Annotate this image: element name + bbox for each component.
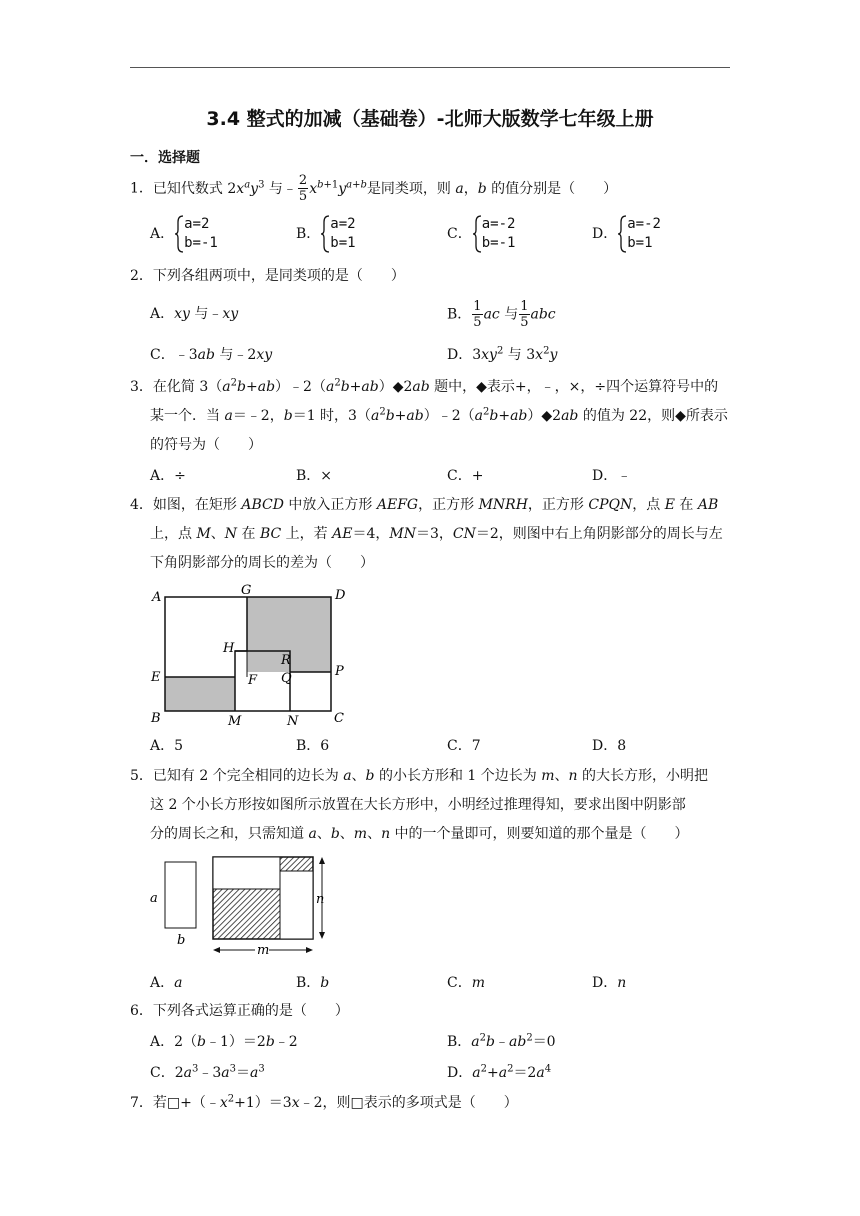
q3-option-c[interactable]: C．+ xyxy=(447,468,484,484)
brace-icon xyxy=(174,215,184,253)
q5-option-c[interactable]: C．m xyxy=(447,975,485,991)
q1-option-a[interactable]: A． a=2 b=-1 xyxy=(150,216,218,251)
svg-text:N: N xyxy=(287,714,299,729)
question-2: 2．下列各组两项中，是同类项的是（ ） xyxy=(130,268,405,284)
question-7: 7．若$□+(﹣x^2+1)=3x﹣2$，则□表示的多项式是（ ） xyxy=(130,1093,518,1111)
q4-option-d[interactable]: D．8 xyxy=(592,738,627,754)
q4-option-a[interactable]: A．5 xyxy=(150,738,184,754)
svg-text:F: F xyxy=(248,673,258,688)
q2-option-a[interactable]: A．xy 与﹣xy xyxy=(150,306,239,322)
question-6: 6．下列各式运算正确的是（ ） xyxy=(130,1003,349,1019)
brace-icon xyxy=(320,215,330,253)
svg-text:a: a xyxy=(150,891,158,906)
top-rule xyxy=(130,67,730,68)
q1-option-b[interactable]: B． a=2 b=1 xyxy=(296,216,356,251)
q6-option-a[interactable]: A．2（b﹣1）＝2b﹣2 xyxy=(150,1034,298,1050)
svg-text:R: R xyxy=(281,653,291,668)
question-3: 3．在化简 $3(a^2b+ab)﹣2(a^2b+ab)◆2ab$ 题中，◆表示+，﹣，×，÷四个运算符号中的 某一个．当 a＝﹣2，b＝1 时，$3(a^2b+ab)﹣2(a^2b+ab)◆2ab$ 的值为 22，则◆所表示 的符号为（ ） xyxy=(130,377,728,453)
q1-text: 已知代数式 $2x^ay^3$ 与﹣ $\frac{2}{5}$ $x^{b+1}y^{a+b}$是同类项，则 a，b 的值分别是（ ） xyxy=(152,173,618,204)
svg-text:n: n xyxy=(316,892,325,907)
q2-option-d[interactable]: D．$3xy^2$ 与 $3x^2y$ xyxy=(447,345,558,363)
q6-option-c[interactable]: C．$2a^3﹣3a^3=a^3$ xyxy=(150,1063,265,1081)
svg-text:M: M xyxy=(228,714,242,729)
svg-text:m: m xyxy=(257,943,270,958)
svg-text:D: D xyxy=(335,588,346,603)
q2-option-b[interactable]: B． $\frac{1}{5}$ ac 与 $\frac{1}{5}$ abc xyxy=(447,299,556,330)
svg-text:P: P xyxy=(335,664,344,679)
q1-option-c[interactable]: C． a=-2 b=-1 xyxy=(447,216,516,251)
svg-text:Q: Q xyxy=(281,671,292,686)
fraction: $\frac{2}{5}$ xyxy=(298,173,308,204)
svg-text:A: A xyxy=(152,590,162,605)
rectangles-figure xyxy=(140,852,360,962)
q3-option-d[interactable]: D．﹣ xyxy=(592,468,632,484)
page-title: 3.4 整式的加减（基础卷）-北师大版数学七年级上册 xyxy=(206,108,654,130)
q5-option-d[interactable]: D．n xyxy=(592,975,627,991)
q3-option-a[interactable]: A．÷ xyxy=(150,468,186,484)
svg-text:B: B xyxy=(151,711,161,726)
q6-option-d[interactable]: D．$a^2+a^2=2a^4$ xyxy=(447,1063,552,1081)
q4-option-b[interactable]: B．6 xyxy=(296,738,330,754)
question-5: 5．已知有 2 个完全相同的边长为 a、b 的小长方形和 1 个边长为 m、n 的大长方形，小明把 这 2 个小长方形按如图所示放置在大长方形中，小明经过推理得知，要求出图中阴影部 分的周长之和，只需知道 a、b、m、n 中的一个量即可，则要知道的那个量是（ ） xyxy=(130,768,708,842)
q5-option-a[interactable]: A．a xyxy=(150,975,183,991)
brace-icon xyxy=(472,215,482,253)
q4-option-c[interactable]: C．7 xyxy=(447,738,481,754)
svg-text:G: G xyxy=(241,583,252,598)
svg-text:b: b xyxy=(177,933,186,948)
question-1 xyxy=(130,173,730,204)
svg-text:E: E xyxy=(151,670,161,685)
q2-option-c[interactable]: C．﹣3ab 与﹣2xy xyxy=(150,347,273,363)
q1-option-d[interactable]: D． a=-2 b=1 xyxy=(592,216,661,251)
svg-text:C: C xyxy=(334,711,344,726)
section-heading: 一．选择题 xyxy=(130,150,200,166)
q3-option-b[interactable]: B．× xyxy=(296,468,333,484)
svg-text:H: H xyxy=(223,641,235,656)
q6-option-b[interactable]: B．$a^2b﹣ab^2=0$ xyxy=(447,1032,556,1050)
brace-icon xyxy=(617,215,627,253)
q5-option-b[interactable]: B．b xyxy=(296,975,330,991)
question-4: 4．如图，在矩形 ABCD 中放入正方形 AEFG，正方形 MNRH，正方形 CPQN，点 E 在 AB 上，点 M、N 在 BC 上，若 AE＝4，MN＝3，CN＝2，则图中右上角阴影部分的周长与左 下角阴影部分的周长的差为（ ） xyxy=(130,497,723,571)
question-number: 1． xyxy=(130,180,153,197)
rectangle-figure xyxy=(140,580,360,730)
